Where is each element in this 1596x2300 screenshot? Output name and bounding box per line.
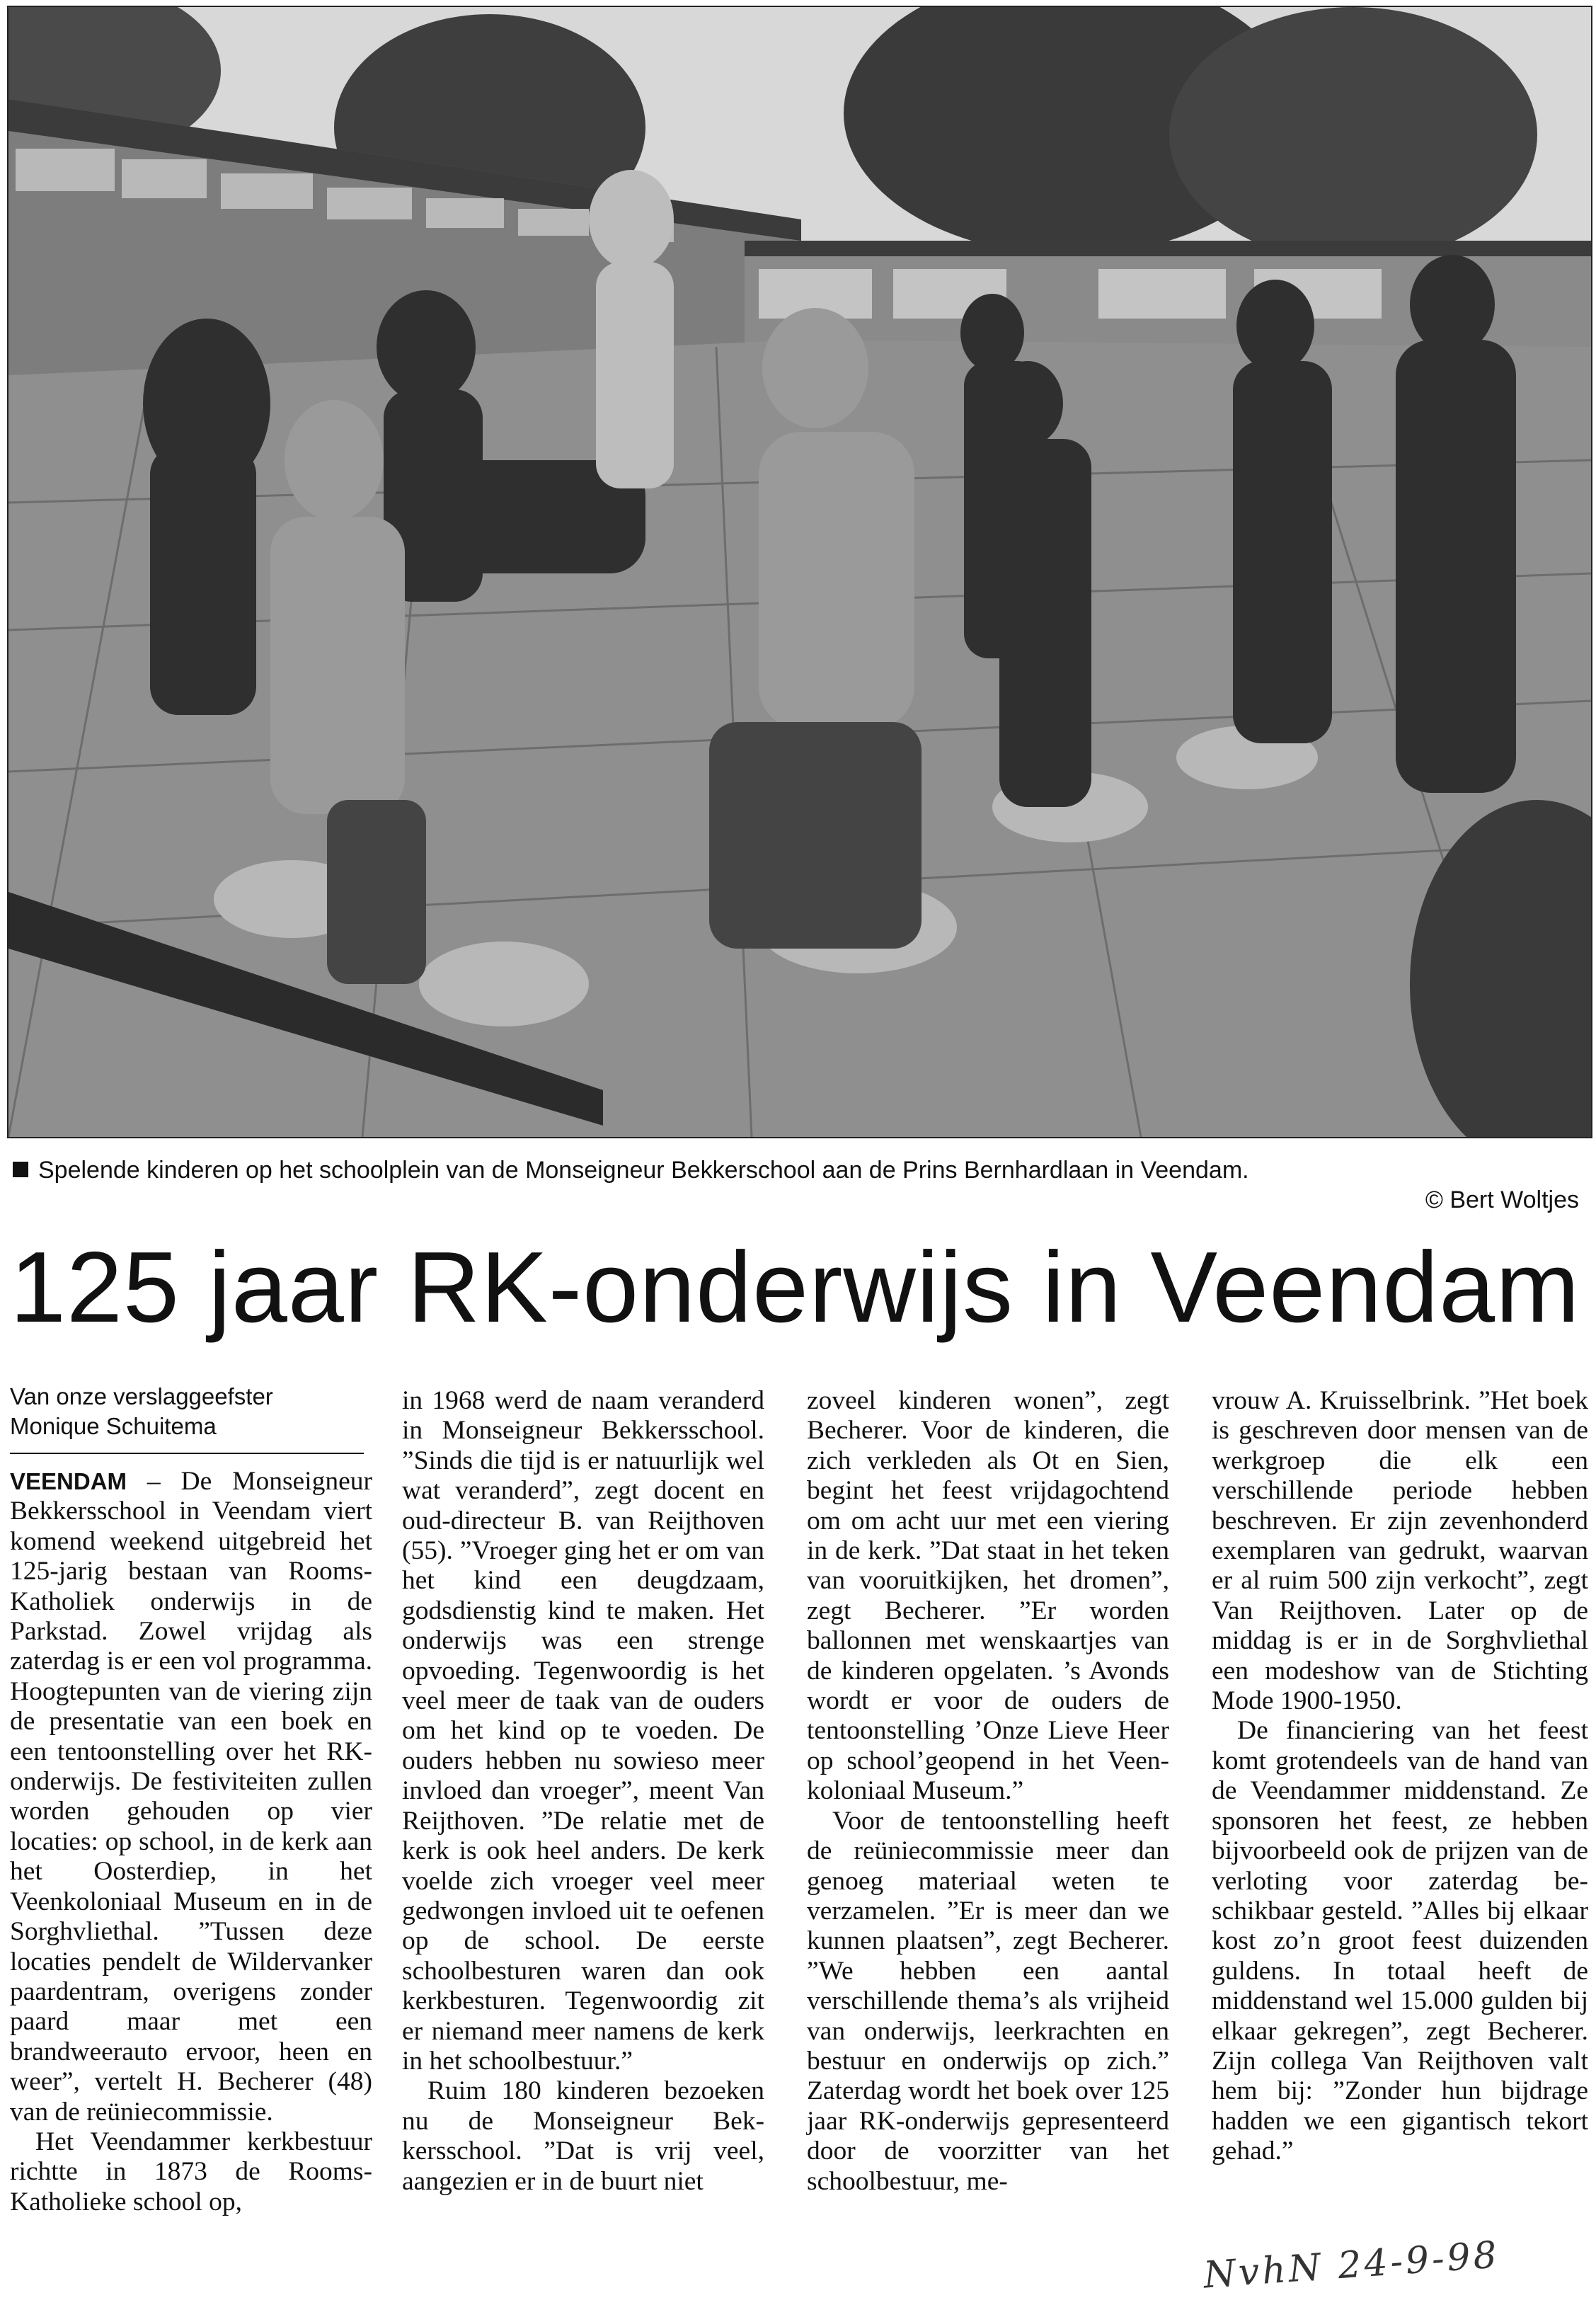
article-paragraph: De financiering van het feest komt grotendeels van de hand van de Veendammer middenstand. Ze sponsoren het feest, ze hebben bijvoorbeeld ook de prijzen van de verloting voor zaterdag beschikbaar gesteld. ”Alles bij elkaar kost zo’n groot feest duizenden guldens. In totaal heeft de middenstand wel 15.000 gulden bij elkaar gekregen”, zegt Becherer. Zijn collega Van Reijthoven valt hem bij: ”Zonder hun bijdrage hadden we een gigantisch tekort gehad.” <box>1212 1716 1588 2166</box>
byline-divider <box>10 1453 364 1454</box>
article-column-4 <box>1212 1386 1588 2167</box>
article-column-2 <box>402 1386 764 2197</box>
byline-role: Van onze verslaggeefster <box>10 1383 273 1409</box>
caption-bullet-icon <box>13 1162 28 1177</box>
schoolyard-photo <box>7 6 1592 1138</box>
caption-text: Spelende kinderen op het schoolplein van de Monseigneur Bekkerschool aan de Prins Bernhardlaan in Veendam. <box>38 1157 1249 1184</box>
photo-illustration <box>8 7 1591 1137</box>
article-paragraph: Voor de tentoonstelling heeft de reüniecommissie meer dan genoeg materiaal weten te verzamelen. ”Er is meer dan we kunnen plaatsen”, zegt Becherer. ”We hebben een aantal verschillende thema’s als vrijheid van onderwijs, leerkrachten en bestuur en onderwijs op zich.” Zaterdag wordt het boek over 125 jaar RK-onderwijs gepresenteerd door de voorzitter van het schoolbestuur, me- <box>807 1806 1169 2196</box>
article-column-1 <box>10 1467 372 2217</box>
byline-author: Monique Schuitema <box>10 1413 217 1439</box>
article-paragraph: in 1968 werd de naam veranderd in Monseigneur Bekkersschool. ”Sinds die tijd is er natuurlijk wel wat veranderd”, zegt docent en oud-directeur B. van Reijthoven (55). ”Vroeger ging het er om van het kind een deugdzaam, godsdienstig kind te maken. Het onderwijs was een strenge opvoeding. Tegenwoordig is het veel meer de taak van de ouders om het kind op te voeden. De ouders hebben nu sowieso meer invloed dan vroeger”, meent Van Reijthoven. ”De relatie met de kerk is ook heel anders. De kerk voelde zich vroeger veel meer gedwongen invloed uit te oefenen op de school. De eerste schoolbesturen waren dan ook kerkbesturen. Tegenwoordig zit er niemand meer namens de kerk in het schoolbestuur.” <box>402 1386 764 2076</box>
photo-caption <box>13 1155 1584 1185</box>
byline <box>10 1382 364 1441</box>
article-paragraph: Ruim 180 kinderen bezoeken nu de Monseigneur Bekkersschool. ”Dat is vrij veel, aangezien er in de buurt niet <box>402 2076 764 2196</box>
article-column-3 <box>807 1386 1169 2197</box>
photo-credit: © Bert Woltjes <box>1425 1186 1579 1213</box>
headline: 125 jaar RK-onderwijs in Veendam <box>10 1231 1580 1344</box>
article-paragraph: Het Veendammer kerkbestuur richtte in 1873 de Rooms-Katholieke school op, <box>10 2127 372 2216</box>
dateline: VEENDAM <box>10 1468 127 1494</box>
handwritten-source-note: NvhN 24-9-98 <box>1202 2233 1501 2297</box>
article-paragraph: vrouw A. Kruisselbrink. ”Het boek is geschreven door mensen van de werkgroep die elk een verschillende periode hebben beschreven. Er zijn zevenhonderd exemplaren van gedrukt, waarvan er al ruim 500 zijn verkocht”, zegt Van Reijthoven. Later op de middag is er in de Sorghvliethal een modeshow van de Stichting Mode 1900-1950. <box>1212 1386 1588 1716</box>
article-paragraph: VEENDAM – De Monseigneur Bekkersschool in Veendam viert komend weekend uitgebreid het 125-jarig bestaan van Rooms-Katholiek onderwijs in de Parkstad. Zowel vrijdag als zaterdag is er een vol programma. Hoogtepunten van de viering zijn de presentatie van een boek en een tentoonstelling over het RK-onderwijs. De festiviteiten zullen worden gehouden op vier locaties: op school, in de kerk aan het Oosterdiep, in het Veenkoloniaal Museum en in de Sorghvliethal. ”Tussen deze locaties pendelt de Wildervanker paardentram, overigens zonder paard maar met een brandweerauto ervoor, heen en weer”, vertelt H. Becherer (48) van de reüniecommissie. <box>10 1467 372 2127</box>
article-paragraph: zoveel kinderen wonen”, zegt Becherer. Voor de kinderen, die zich verkleden als Ot en Sien, begint het feest vrijdagochtend om om acht uur met een viering in de kerk. ”Dat staat in het teken van vooruitkijken, het dromen”, zegt Becherer. ”Er worden ballonnen met wenskaartjes van de kinderen opgelaten. ’s Avonds wordt er voor de ouders de tentoonstelling ’Onze Lieve Heer op school’geopend in het Veenkoloniaal Museum.” <box>807 1386 1169 1806</box>
